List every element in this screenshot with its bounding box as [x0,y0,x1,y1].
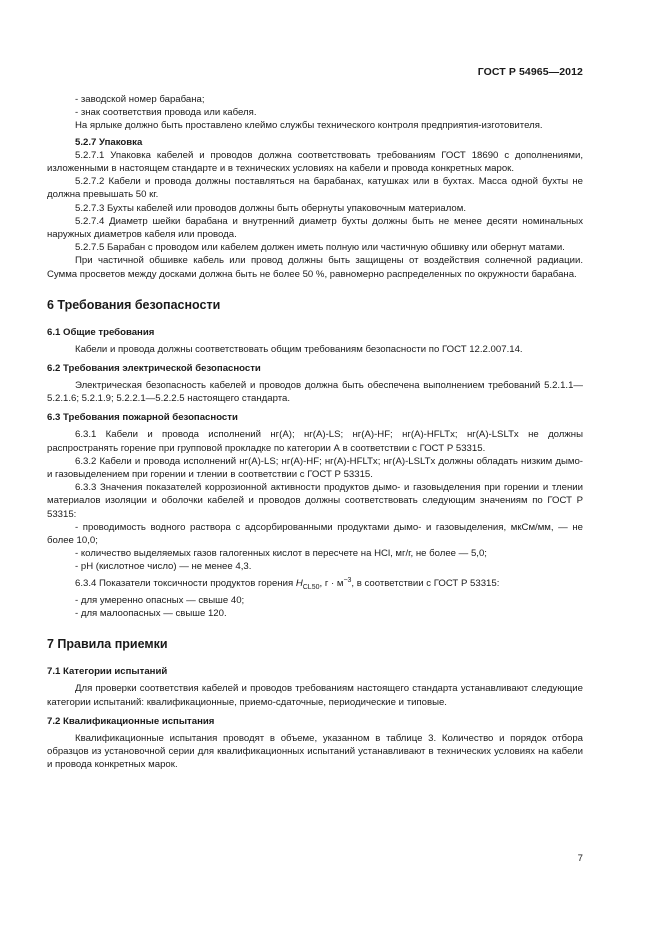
section-heading: 7 Правила приемки [47,637,168,652]
paragraph: Электрическая безопасность кабелей и проводов должна быть обеспечена выполнением требований 5.2.1.1—5.2.1.6; 5.2.1.9; 5.2.2.1—5.2.2.5 настоящего стандарта. [47,380,583,405]
paragraph: Квалификационные испытания проводят в объеме, указанном в таблице 3. Количество и порядок отбора образцов из установочной серии для квалификационных испытаний устанавливают в технических условиях на кабели и провода конкретных марок. [47,732,583,771]
text-block [47,93,583,771]
paragraph: 5.2.7.4 Диаметр шейки барабана и внутренний диаметр бухты должны быть не менее десяти номинальных наружных диаметров кабеля или провода. [47,215,583,241]
document-header: ГОСТ Р 54965—2012 [477,66,583,78]
paragraph: Для проверки соответствия кабелей и проводов требованиям настоящего стандарта устанавливают следующие категории испытаний: квалификационные, приемо-сдаточные, периодические и типовые. [47,683,583,708]
list-item: - заводской номер барабана; [75,94,205,105]
paragraph: 5.2.7.2 Кабели и провода должны поставляться на барабанах, катушках или в бухтах. Масса одной бухты не должна превышать 50 кг. [47,176,583,201]
paragraph: 5.2.7.1 Упаковка кабелей и проводов должна соответствовать требованиям ГОСТ 18690 с дополнениями, изложенными в настоящем стандарте и в технических условиях на кабели и провода конкретных марок. [47,149,583,175]
paragraph: 6.3.2 Кабели и провода исполнений нг(А)-LS; нг(А)-HF; нг(А)-HFLTx; нг(А)-LSLTx должны обладать низким дымо- и газовыделением при горении и тлении в соответствии с ГОСТ Р 53315. [47,455,583,481]
formula-variable: H [295,577,303,589]
list-item: - знак соответствия провода или кабеля. [75,107,257,119]
paragraph: При частичной обшивке кабель или провод должны быть защищены от воздействия солнечной радиации. Сумма просветов между досками должна быть не более 50 %, равномерно распределенных по окружности барабана. [47,255,583,280]
list-item: - количество выделяемых газов галогенных кислот в пересчете на HCl, мг/г, не более — 5,0; [75,548,487,560]
paragraph: 5.2.7.5 Барабан с проводом или кабелем должен иметь полную или частичную обшивку или обернут матами. [75,242,565,254]
paragraph: 6.3.1 Кабели и провода исполнений нг(А); нг(А)-LS; нг(А)-HF; нг(А)-HFLTx; нг(А)-LSLTx не должны распространять горение при групповой прокладке по категории А в соответствии с ГОСТ Р 53315. [47,429,583,454]
subsection-heading: 7.2 Квалификационные испытания [47,715,215,727]
paragraph: Кабели и провода должны соответствовать общим требованиям безопасности по ГОСТ 12.2.007.14. [75,343,523,355]
text-span: 6.3.4 Показатели токсичности продуктов горения [75,577,296,589]
formula-superscript: −3 [343,576,352,584]
paragraph: На ярлыке должно быть проставлено клеймо службы технического контроля предприятия-изготовителя. [75,120,543,132]
subsection-heading: 6.3 Требования пожарной безопасности [47,412,238,424]
page-number: 7 [577,853,583,864]
paragraph: 6.3.3 Значения показателей коррозионной активности продуктов дымо- и газовыделения при горении и тлении материалов изоляции и оболочки кабелей и проводов должны соответствовать следующим значениям по ГОСТ Р 53315: [47,482,583,520]
formula-subscript: CL50 [302,583,320,591]
list-item: - pH (кислотное число) — не менее 4,3. [75,561,252,573]
subsection-heading: 6.2 Требования электрической безопасности [47,363,261,375]
document-body [47,93,583,771]
paragraph: 5.2.7.3 Бухты кабелей или проводов должны быть обернуты упаковочным материалом. [75,202,466,214]
list-item: - проводимость водного раствора с адсорбированными продуктами дымо- и газовыделения, мкСм/мм, — не более 10,0; [47,521,583,547]
text-span: , г · м [319,577,344,589]
paragraph [47,574,583,594]
subsection-heading: 7.1 Категории испытаний [47,666,168,678]
section-heading: 6 Требования безопасности [47,297,221,312]
text-span: , в соответствии с ГОСТ Р 53315: [351,577,500,589]
list-item: - для малоопасных — свыше 120. [75,608,227,620]
subsection-heading: 6.1 Общие требования [47,326,155,338]
list-item: - для умеренно опасных — свыше 40; [75,594,245,606]
subsection-heading: 5.2.7 Упаковка [75,136,143,148]
